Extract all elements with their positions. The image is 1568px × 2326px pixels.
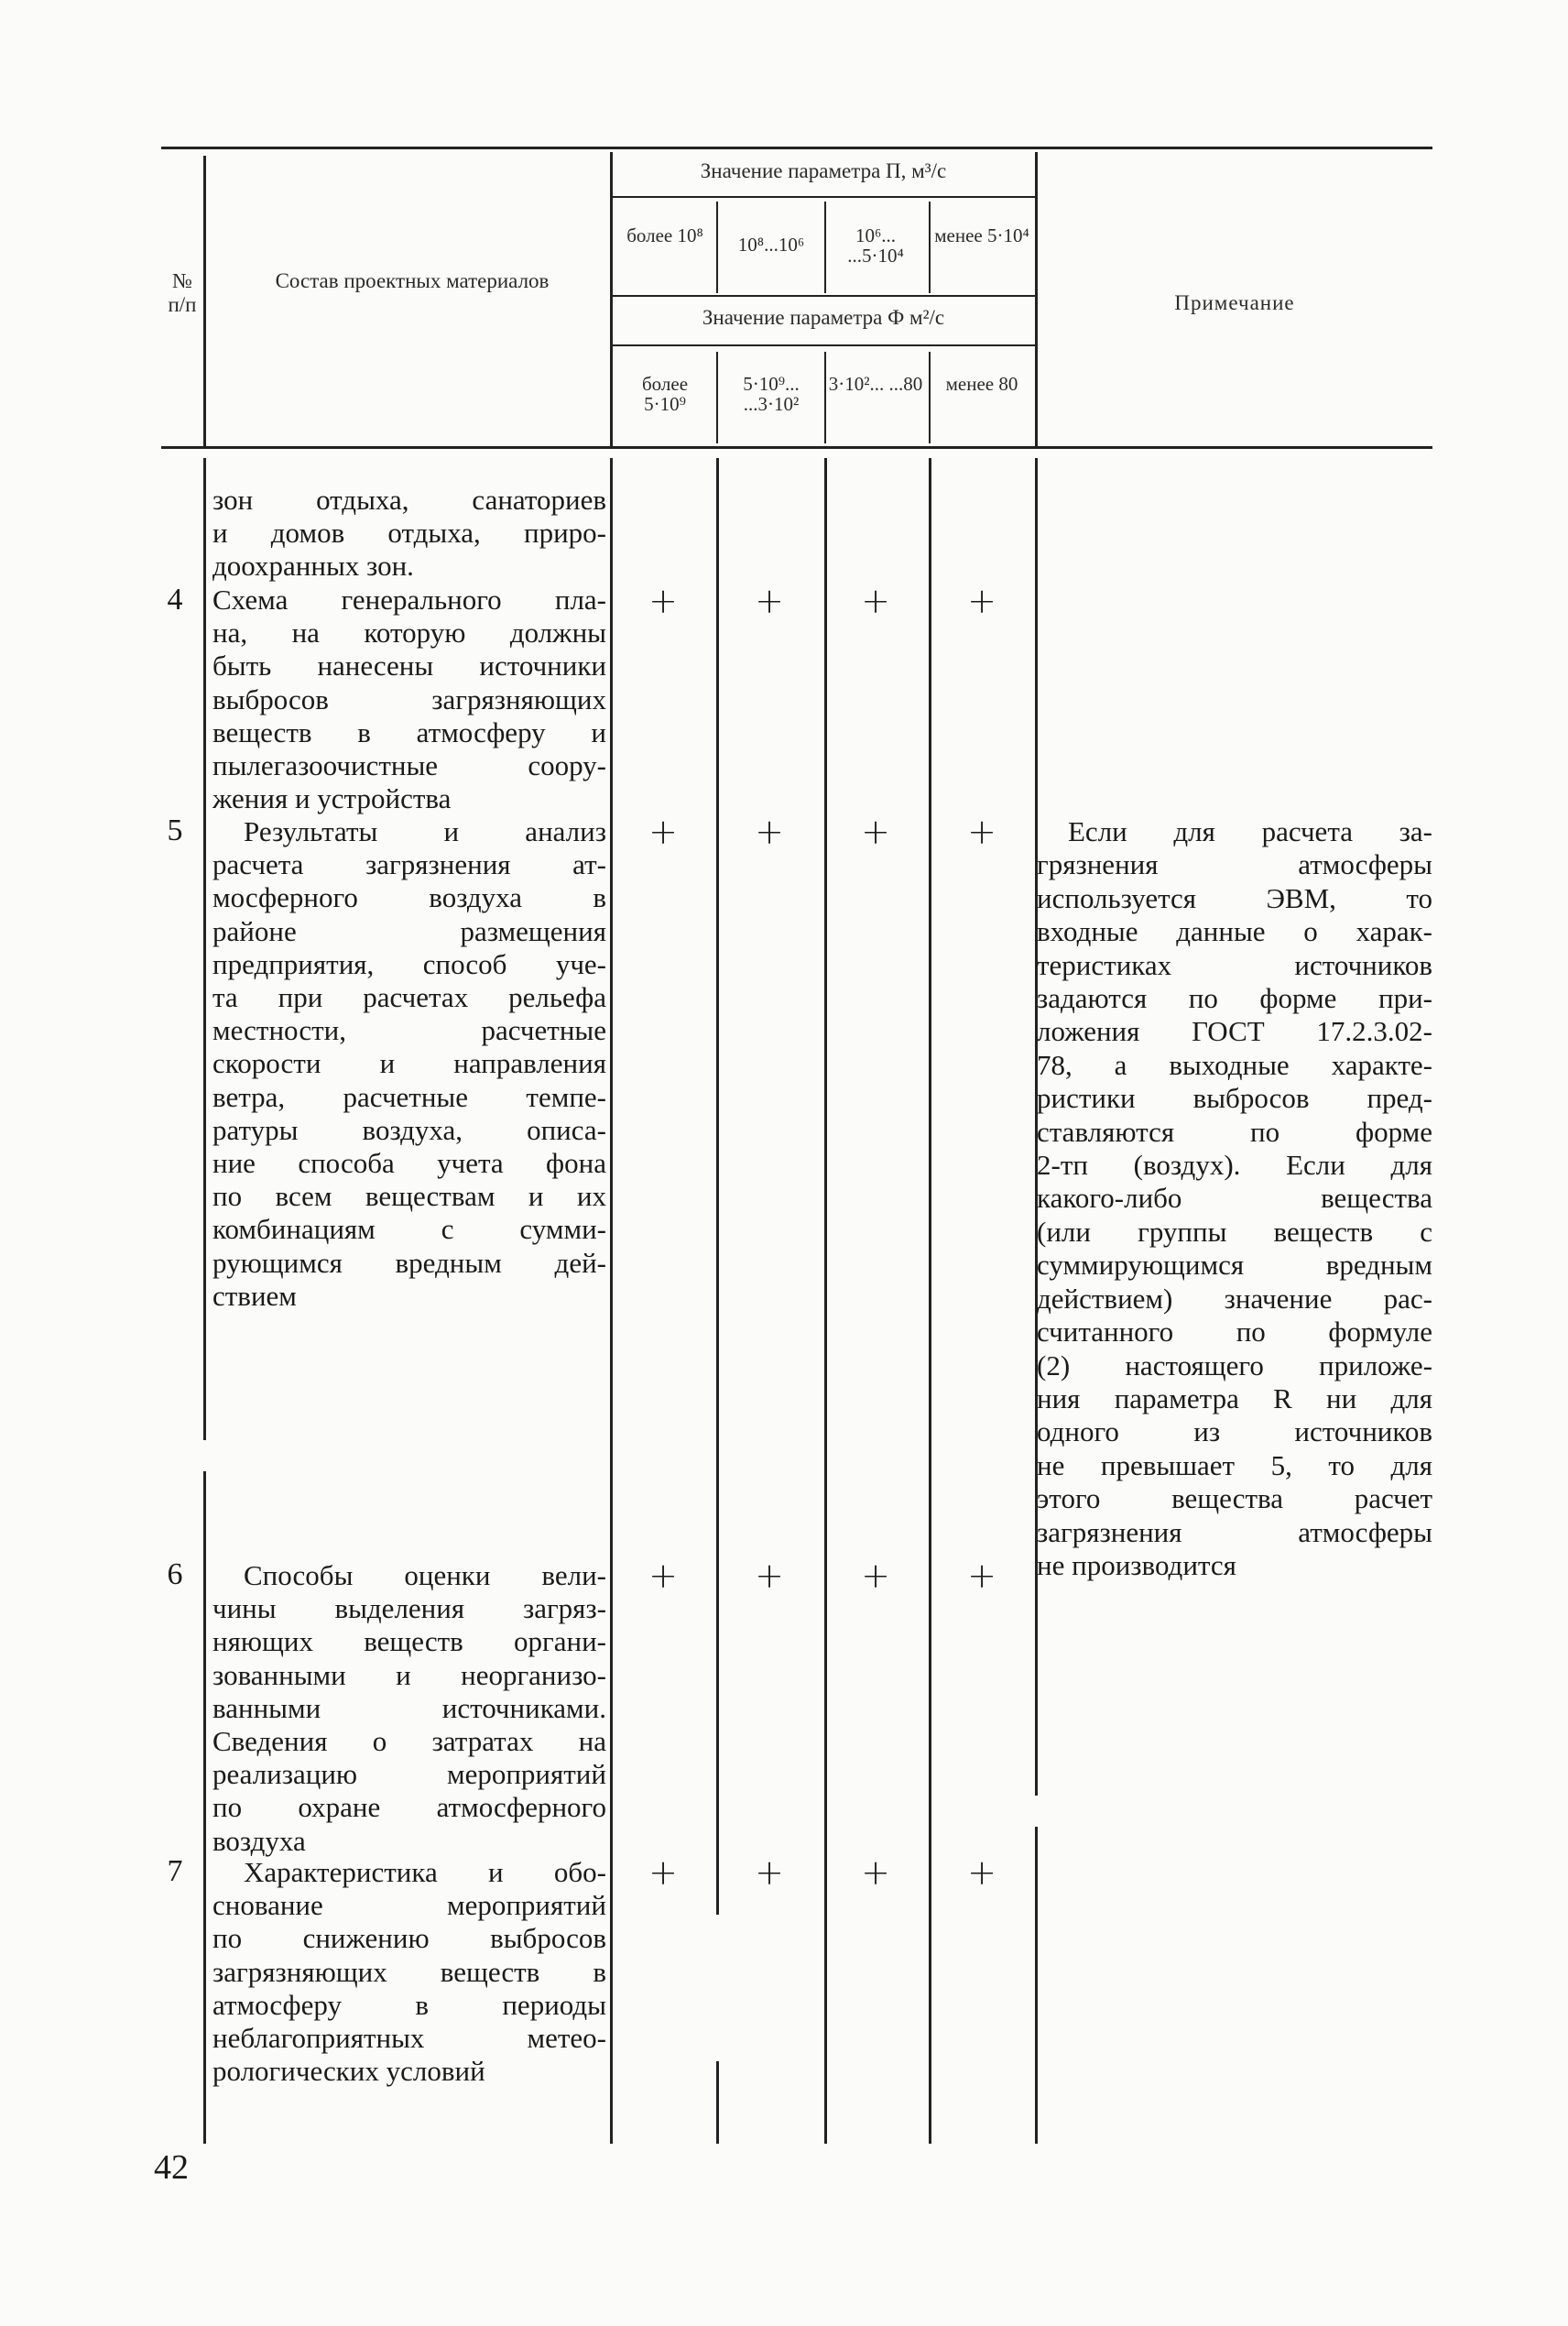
header-col-sep-2 [610, 152, 613, 447]
text-line: Способы оценки вели- [244, 1559, 606, 1591]
row-7-mark-1: + [648, 1852, 678, 1893]
note-line: используется ЭВМ, то [1037, 881, 1432, 914]
body-col-sep-3a [716, 458, 719, 1915]
row-7-mark-2: + [755, 1852, 784, 1893]
text-line: рующимся вредным дей- [212, 1246, 606, 1279]
row-6-mark-2: + [755, 1556, 784, 1596]
row-5-text [212, 815, 606, 1313]
header-param-p-title: Значение параметра П, м³/с [700, 159, 947, 182]
note-line: входные данные о харак- [1037, 915, 1432, 948]
text-line: Схема генерального пла- [212, 584, 606, 616]
header-p-range-1: более 10⁸ [626, 224, 703, 246]
header-col-sep-1 [203, 156, 206, 447]
text-line: реализацию мероприятий [212, 1758, 606, 1791]
text-line: районе размещения [212, 914, 606, 947]
header-f-sep-1 [716, 352, 718, 443]
body-col-sep-2 [610, 458, 613, 2144]
note-line: (или группы веществ с [1037, 1215, 1432, 1248]
header-p-range-4: менее 5·10⁴ [934, 224, 1029, 246]
text-line: по охране атмосферного [212, 1791, 606, 1824]
text-line: ветра, расчетные темпе- [212, 1080, 606, 1113]
param-f-title-rule [612, 344, 1035, 346]
row-5-mark-1: + [648, 812, 678, 852]
row-number-7: 7 [167, 1854, 183, 1888]
header-f-range-3: 3·10²... ...80 [828, 373, 923, 395]
header-f-range-2: 5·10⁹... ...3·10² [743, 373, 800, 415]
header-f-range-4: менее 80 [945, 373, 1018, 395]
row-4-mark-1: + [648, 581, 678, 621]
text-line: комбинациям с сумми- [212, 1213, 606, 1246]
header-col-note: Примечание [1174, 291, 1295, 314]
text-line: мосферного воздуха в [212, 881, 606, 914]
note-line: считанного по формуле [1037, 1316, 1432, 1349]
text-line: ванными источниками. [212, 1691, 606, 1724]
body-col-sep-3b [716, 2061, 719, 2144]
header-col-num: № п/п [168, 269, 197, 316]
row-4-text [212, 584, 606, 815]
note-line: действием) значение рас- [1037, 1282, 1432, 1315]
text-line: и домов отдыха, приро- [212, 517, 606, 550]
note-line: какого-либо вещества [1037, 1182, 1432, 1215]
text-line: та при расчетах рельефа [212, 981, 606, 1014]
note-line: ставляются по форме [1037, 1115, 1432, 1148]
note-line: ложения ГОСТ 17.2.3.02- [1037, 1015, 1432, 1048]
note-line: задаются по форме при- [1037, 982, 1432, 1015]
text-line: ратуры воздуха, описа- [212, 1113, 606, 1146]
text-line: загрязняющих веществ в [212, 1955, 606, 1988]
body-col-sep-1-bottom [203, 1471, 206, 2144]
body-col-sep-6b [1035, 1827, 1038, 2144]
row-6-text [212, 1559, 606, 1858]
row-number-6: 6 [167, 1557, 183, 1591]
row-5-mark-2: + [755, 812, 784, 852]
text-line: снование мероприятий [212, 1889, 606, 1922]
text-line: неблагоприятных метео- [212, 2022, 606, 2055]
note-line: этого вещества расчет [1037, 1482, 1432, 1515]
row-7-text [212, 1856, 606, 2088]
text-line: скорости и направления [212, 1047, 606, 1080]
note-line: суммирующимся вредным [1037, 1249, 1432, 1282]
header-f-sep-3 [929, 352, 931, 443]
row-5-mark-3: + [861, 812, 890, 852]
header-p-range-2: 10⁸...10⁶ [737, 234, 805, 256]
text-line: рологических условий [212, 2055, 485, 2088]
note-line: теристиках источников [1037, 948, 1432, 981]
note-line: 78, а выходные характе- [1037, 1048, 1432, 1081]
text-line: местности, расчетные [212, 1014, 606, 1047]
text-line: по всем веществам и их [212, 1180, 606, 1213]
header-p-sep-2 [824, 202, 826, 293]
param-p-ranges-rule [612, 295, 1035, 297]
param-p-title-rule [612, 196, 1035, 198]
header-p-range-3: 10⁶... ...5·10⁴ [847, 224, 904, 267]
note-line: Если для расчета за- [1068, 815, 1432, 847]
row-7-mark-3: + [861, 1852, 890, 1893]
page-number: 42 [154, 2148, 189, 2187]
note-line: одного из источников [1037, 1415, 1432, 1448]
row-5-note [1037, 815, 1432, 1582]
row-6-mark-3: + [861, 1556, 890, 1596]
row-4-mark-3: + [861, 581, 890, 621]
text-line: ствием [212, 1279, 297, 1312]
text-line: атмосферу в периоды [212, 1988, 606, 2021]
text-line: доохранных зон. [212, 550, 414, 583]
text-line: воздуха [212, 1824, 306, 1857]
row-4-mark-4: + [967, 581, 996, 621]
body-col-sep-5 [929, 458, 931, 2144]
text-line: пылегазоочистные соору- [212, 749, 606, 782]
row-6-mark-4: + [967, 1556, 996, 1596]
text-line: няющих веществ органи- [212, 1625, 606, 1658]
text-line: по снижению выбросов [212, 1922, 606, 1955]
note-line: грязнения атмосферы [1037, 848, 1432, 881]
row-number-4: 4 [167, 583, 183, 617]
text-line: зон отдыха, санаториев [212, 484, 606, 516]
header-p-sep-3 [929, 202, 931, 293]
note-line: (2) настоящего приложе- [1037, 1349, 1432, 1381]
header-f-sep-2 [824, 352, 826, 443]
text-line: Результаты и анализ [244, 815, 606, 847]
text-line: зованными и неорганизо- [212, 1658, 606, 1691]
row-7-mark-4: + [967, 1852, 996, 1893]
row-5-mark-4: + [967, 812, 996, 852]
body-col-sep-4 [824, 458, 827, 2144]
header-col-content: Состав проектных материалов [275, 269, 550, 292]
text-line: Сведения о затратах на [212, 1725, 606, 1758]
header-f-range-1: более 5·10⁹ [641, 373, 689, 415]
note-line: загрязнения атмосферы [1037, 1515, 1432, 1548]
row-number-5: 5 [167, 814, 183, 847]
row-4-mark-2: + [755, 581, 784, 621]
note-line: ния параметра R ни для [1037, 1381, 1432, 1414]
header-p-sep-1 [716, 202, 718, 293]
row-continuation-text [212, 484, 606, 584]
text-line: предприятия, способ уче- [212, 947, 606, 980]
text-line: чины выделения загряз- [212, 1592, 606, 1625]
header-param-f-title: Значение параметра Ф м²/с [702, 306, 945, 329]
row-6-mark-1: + [648, 1556, 678, 1596]
text-line: расчета загрязнения ат- [212, 848, 606, 881]
note-line: ристики выбросов пред- [1037, 1082, 1432, 1115]
header-bottom-rule [161, 446, 1432, 449]
note-line: 2-тп (воздух). Если для [1037, 1149, 1432, 1182]
body-col-sep-1-top [203, 458, 206, 1440]
text-line: веществ в атмосферу и [212, 715, 606, 748]
text-line: выбросов загрязняющих [212, 683, 606, 715]
table-top-rule [161, 147, 1432, 149]
note-line: не превышает 5, то для [1037, 1448, 1432, 1481]
text-line: быть нанесены источники [212, 650, 606, 683]
text-line: жения и устройства [212, 782, 452, 815]
text-line: на, на которую должны [212, 617, 606, 650]
note-line: не производится [1037, 1548, 1236, 1581]
text-line: ние способа учета фона [212, 1147, 606, 1180]
text-line: Характеристика и обо- [244, 1856, 606, 1888]
